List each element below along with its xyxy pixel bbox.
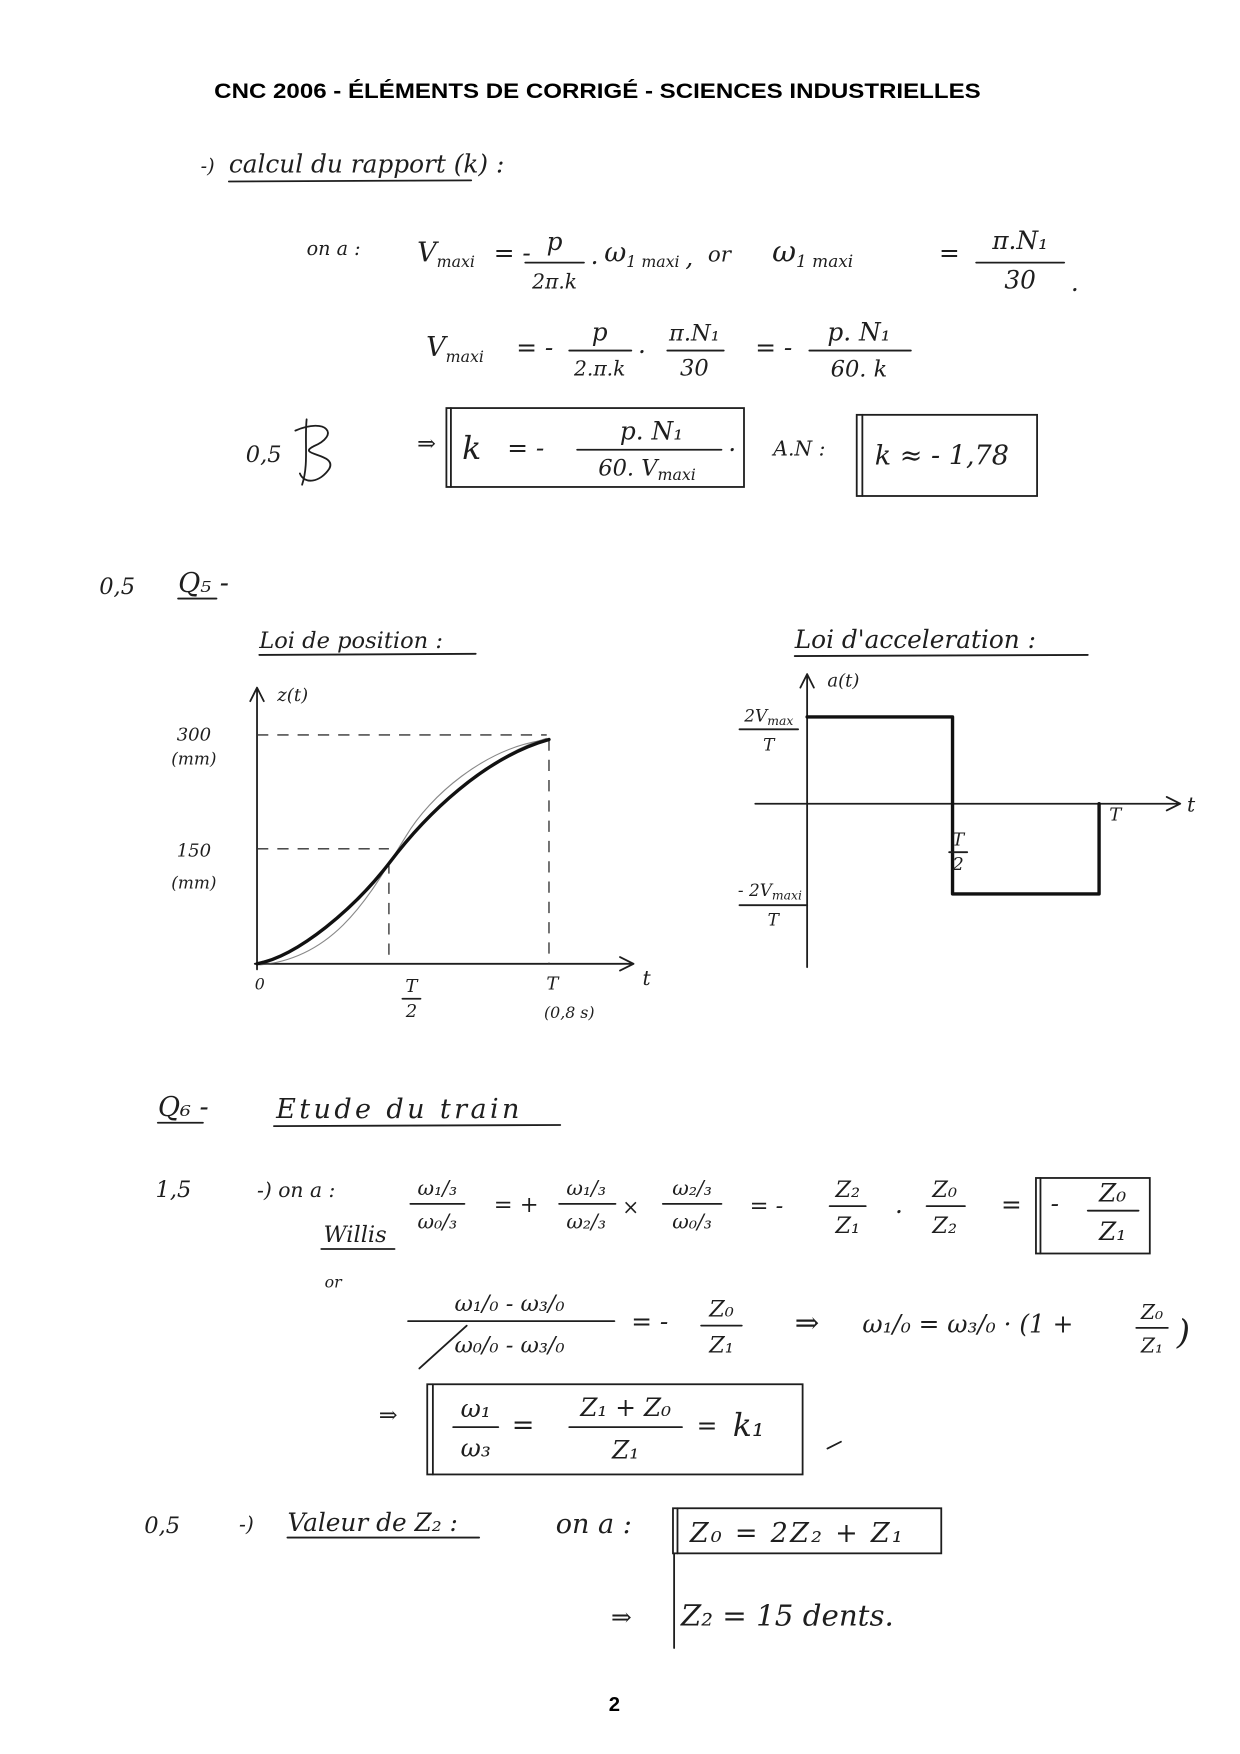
question-label: Q₅ - <box>178 567 229 599</box>
end-dot: . <box>1070 267 1079 297</box>
level-main: 2V <box>744 705 768 726</box>
item-prefix: -) <box>238 1511 254 1536</box>
fraction-numerator: ω₁/₃ <box>417 1175 458 1200</box>
boxed-minus: - <box>1050 1188 1059 1218</box>
fraction-numerator: p. N₁ <box>827 317 891 347</box>
section-title-underline <box>274 1125 560 1126</box>
x-tick-half-den: 2 <box>952 854 964 876</box>
x-tick-half-den: 2 <box>405 1000 418 1022</box>
v-subscript: maxi <box>445 346 484 366</box>
times-sign: × <box>622 1195 640 1220</box>
section-title: Etude du train <box>276 1094 523 1126</box>
x-tick-half-num: T <box>405 975 418 997</box>
x-axis-label: t <box>1187 792 1196 817</box>
equals-minus: = - <box>507 433 545 463</box>
x-axis-label: t <box>642 966 651 991</box>
omega-subscript: 1 maxi <box>796 251 854 272</box>
fraction-numerator: ω₁/₃ <box>566 1175 607 1200</box>
implies-arrow: ⇒ <box>417 430 436 457</box>
fraction-numerator: ω₂/₃ <box>672 1175 712 1200</box>
x-tick-period: T <box>546 973 559 995</box>
level-subscript: max <box>767 712 794 728</box>
fraction-denominator: 30 <box>680 355 709 382</box>
fraction-numerator: π.N₁ <box>992 226 1049 256</box>
result-expression: ω₁/₀ = ω₃/₀ · (1 + <box>862 1309 1074 1339</box>
heading-prefix: -) <box>200 154 215 178</box>
x-tick-period-value: (0,8 s) <box>544 1002 595 1022</box>
implies-arrow: ⇒ <box>610 1602 632 1632</box>
implies-arrow: ⇒ <box>378 1402 398 1429</box>
level-main: - 2V <box>737 880 772 901</box>
equals-sign: = <box>1001 1189 1022 1219</box>
fraction-numerator: Z₀ <box>709 1296 734 1323</box>
fraction-numerator: p. N₁ <box>619 416 684 446</box>
fraction-denominator: 30 <box>1004 265 1036 295</box>
grading-points: 1,5 <box>155 1177 192 1204</box>
product-dot: . <box>895 1189 903 1219</box>
item-heading: Valeur de Z₂ : <box>287 1507 458 1537</box>
y-tick-label: 300 <box>176 724 212 746</box>
grading-points: 0,5 <box>144 1513 181 1540</box>
end-dot: . <box>728 427 737 457</box>
fraction-numerator: ω₁/₀ - ω₃/₀ <box>454 1290 565 1317</box>
section-heading: calcul du rapport (k) : <box>228 149 505 179</box>
y-level-negative-den: T <box>767 909 779 930</box>
equals-sign: = <box>939 238 960 268</box>
fraction-denominator: Z₁ <box>612 1435 640 1465</box>
grading-points: 0,5 <box>245 442 282 469</box>
or-word: or <box>707 242 732 268</box>
or-word: or <box>324 1272 342 1292</box>
v-subscript: maxi <box>436 252 475 272</box>
fraction-numerator: p <box>591 317 608 347</box>
product-dot: . <box>638 329 646 359</box>
fraction-numerator: Z₀ <box>932 1177 957 1204</box>
fraction-denominator: 2.π.k <box>573 356 626 381</box>
fraction-denominator: ω₀/₃ <box>672 1209 712 1234</box>
equals-sign: = <box>696 1410 718 1440</box>
question-label: Q₆ - <box>157 1091 209 1123</box>
x-tick-half-num: T <box>952 829 965 851</box>
fraction-denominator: ω₂/₃ <box>566 1209 607 1234</box>
fraction-denominator: 60. k <box>830 356 888 383</box>
k-symbol: k <box>462 430 482 467</box>
teeth-relation: Z₀ = 2Z₂ + Z₁ <box>689 1518 906 1550</box>
chart-title: Loi de position : <box>259 628 443 655</box>
fraction-numerator: p <box>546 227 563 257</box>
v-letter: V <box>426 332 446 364</box>
x-origin-label: 0 <box>254 974 265 994</box>
fraction-denominator: Z₁ <box>709 1332 734 1359</box>
fraction-denominator: ω₀/₀ - ω₃/₀ <box>454 1332 565 1359</box>
omega-subscript: 1 maxi <box>626 252 680 272</box>
page-number: 2 <box>608 1694 621 1717</box>
equals-minus: = - <box>516 333 554 363</box>
fraction-numerator: ω₁ <box>460 1393 491 1423</box>
numeric-answer: k ≈ - 1,78 <box>874 440 1009 472</box>
fraction-denominator: Z₁ <box>1099 1216 1127 1246</box>
omega-letter: ω <box>772 234 797 269</box>
product-dot: . <box>590 240 599 270</box>
closing-parenthesis: ) <box>1176 1312 1191 1352</box>
on-a-label: on a : <box>555 1509 632 1541</box>
comma: , <box>685 243 694 273</box>
fraction-denominator: ω₀/₃ <box>417 1209 458 1234</box>
y-tick-label: 150 <box>176 840 212 862</box>
equals-minus: = - <box>631 1307 669 1337</box>
fraction-numerator: Z₀ <box>1140 1299 1164 1324</box>
chart-title: Loi d'acceleration : <box>794 625 1036 655</box>
fraction-numerator: Z₀ <box>1099 1178 1127 1208</box>
heading-underline <box>229 180 471 181</box>
z2-result: Z₂ = 15 dents. <box>680 1598 894 1633</box>
equals-sign: = <box>511 1409 535 1441</box>
k1-symbol: k₁ <box>732 1408 765 1445</box>
equals-minus: = - <box>493 238 531 268</box>
chart-title-underline <box>259 654 475 655</box>
willis-label: Willis <box>323 1222 387 1249</box>
denominator-subscript: maxi <box>657 465 696 485</box>
equals-minus: = - <box>749 1192 784 1219</box>
denominator-main: 60. V <box>598 455 658 482</box>
fraction-denominator: 2π.k <box>532 269 578 294</box>
fraction-denominator: ω₃ <box>460 1433 491 1463</box>
equals-plus: = + <box>493 1191 539 1218</box>
on-a-label: on a : <box>306 236 361 260</box>
omega-letter: ω <box>604 237 627 269</box>
y-axis-label: a(t) <box>827 670 860 692</box>
grading-points: 0,5 <box>99 574 136 601</box>
x-tick-period: T <box>1109 804 1122 826</box>
level-subscript: maxi <box>771 887 802 903</box>
page-header: CNC 2006 - ÉLÉMENTS DE CORRIGÉ - SCIENCES INDUSTRIELLES <box>214 79 896 104</box>
fraction-denominator: Z₂ <box>932 1213 957 1240</box>
fraction-numerator: Z₁ + Z₀ <box>580 1392 672 1422</box>
fraction-numerator: Z₂ <box>835 1177 861 1204</box>
fraction-denominator: Z₁ <box>1140 1333 1164 1358</box>
y-axis-label: z(t) <box>277 685 309 707</box>
fraction-denominator: Z₁ <box>835 1213 861 1240</box>
y-tick-unit: (mm) <box>171 748 217 769</box>
y-tick-unit: (mm) <box>171 872 217 893</box>
y-level-positive-den: T <box>763 734 775 755</box>
formula-prefix: -) on a : <box>257 1178 336 1203</box>
equals-minus: = - <box>755 333 793 363</box>
fraction-numerator: π.N₁ <box>669 320 720 347</box>
numerical-application-label: A.N : <box>773 436 826 461</box>
chart-title-underline <box>795 655 1088 656</box>
v-letter: V <box>417 237 437 269</box>
implies-arrow: ⇒ <box>794 1305 820 1340</box>
